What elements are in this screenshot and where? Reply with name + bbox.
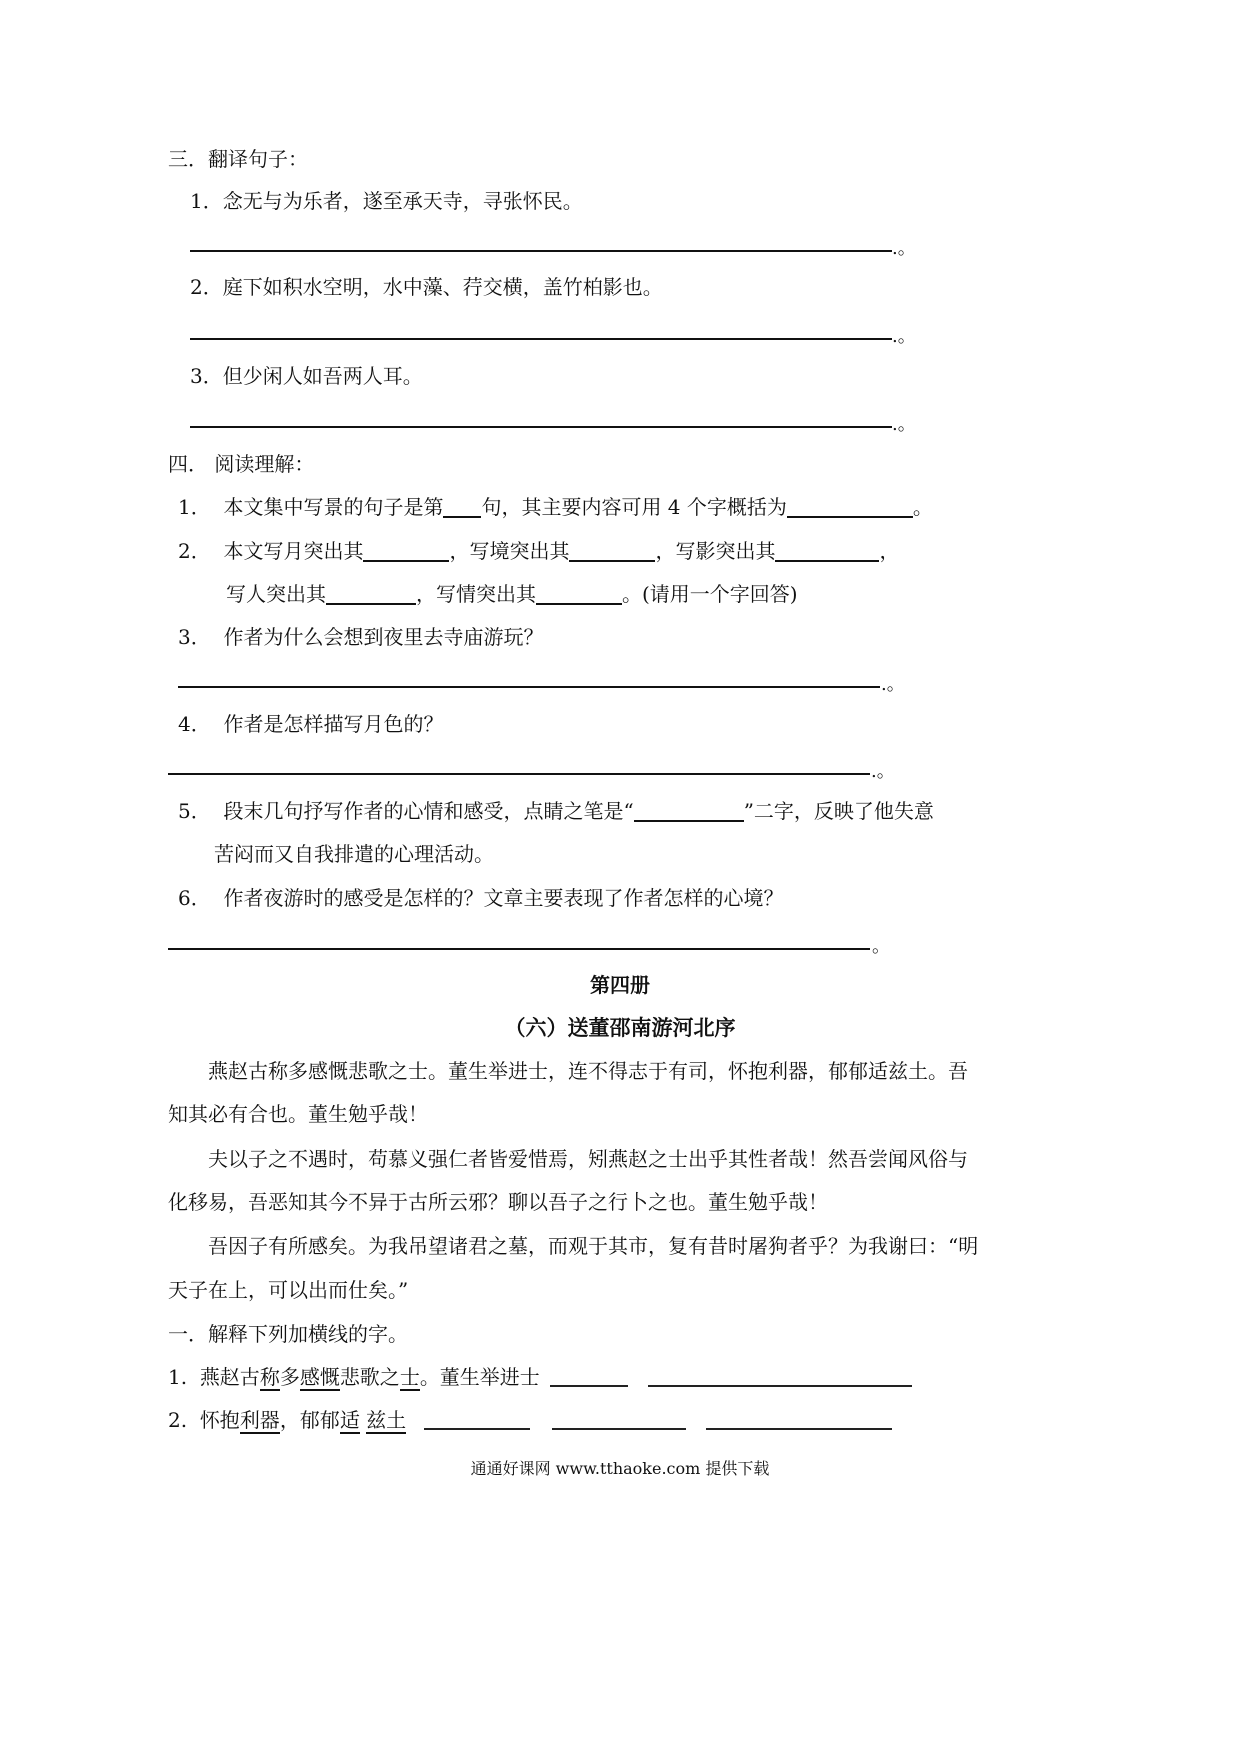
translate-item-1 <box>190 187 583 215</box>
passage-p3-line2: 天子在上，可以出而仕矣。” <box>168 1278 409 1302</box>
line-end: .。 <box>892 238 916 259</box>
question-text: 作者是怎样描写月色的？ <box>223 712 444 736</box>
passage-p1-line2: 知其必有合也。董生勉乎哉！ <box>168 1102 428 1126</box>
answer-line[interactable] <box>178 686 880 688</box>
fill-blank[interactable] <box>775 540 879 562</box>
article-title: （六）送董邵南游河北序 <box>504 1015 736 1040</box>
question-number: 1． <box>178 495 211 519</box>
section3-heading: 三．翻译句子： <box>168 147 308 171</box>
question-5-line2: 苦闷而又自我排遣的心理活动。 <box>214 842 494 866</box>
question-1 <box>178 493 933 521</box>
question-text: ， <box>879 539 900 563</box>
question-number: 3． <box>178 625 211 649</box>
book-title: 第四册 <box>590 973 650 997</box>
exercise-heading: 一．解释下列加横线的字。 <box>168 1322 408 1346</box>
passage-p1-line1: 燕赵古称多感慨悲歌之士。董生举进士，连不得志于有司，怀抱利器，郁郁适兹土。吾 <box>208 1059 968 1083</box>
answer-blank[interactable] <box>550 1385 628 1387</box>
question-text: ”二字，反映了他失意 <box>743 799 934 823</box>
item-text: 庭下如积水空明，水中藻、荇交横，盖竹柏影也。 <box>222 275 663 299</box>
question-text: 本文集中写景的句子是第 <box>223 495 444 519</box>
passage-p3-line1: 吾因子有所感矣。为我吊望诸君之墓，而观于其市，复有昔时屠狗者乎？为我谢曰：“明 <box>208 1234 979 1258</box>
question-6 <box>178 884 783 912</box>
translate-item-2 <box>190 273 663 301</box>
question-number: 5． <box>178 799 211 823</box>
underlined-word: 适 <box>339 1408 360 1432</box>
item-text: 但少闲人如吾两人耳。 <box>222 364 423 388</box>
question-text: 。 <box>912 495 933 519</box>
fill-blank[interactable] <box>326 583 416 605</box>
question-text: 写人突出其 <box>226 582 326 606</box>
line-end: .。 <box>892 326 916 347</box>
answer-blank[interactable] <box>552 1428 686 1430</box>
answer-line[interactable] <box>168 948 870 950</box>
line-end: 。 <box>872 936 890 957</box>
item-number: 1． <box>190 189 223 213</box>
answer-line[interactable] <box>168 773 870 775</box>
question-text: 作者夜游时的感受是怎样的？文章主要表现了作者怎样的心境？ <box>223 886 784 910</box>
underlined-word: 感慨 <box>299 1365 340 1389</box>
item-number: 3． <box>190 364 223 388</box>
translate-item-3 <box>190 362 423 390</box>
question-text: ，写境突出其 <box>449 539 570 563</box>
text-segment: 悲歌之 <box>339 1365 400 1389</box>
question-3 <box>178 623 543 651</box>
question-text: 。(请用一个字回答) <box>622 582 798 606</box>
text-segment: ，郁郁 <box>279 1408 340 1432</box>
text-segment: 。董生举进士 <box>419 1365 540 1389</box>
answer-line[interactable] <box>190 426 892 428</box>
line-end: .。 <box>881 674 905 695</box>
item-text: 念无与为乐者，遂至承天寺，寻张怀民。 <box>222 189 583 213</box>
question-5 <box>178 797 934 825</box>
item-number: 2. <box>168 1408 188 1432</box>
question-text: ，写影突出其 <box>655 539 776 563</box>
question-text: 句，其主要内容可用 4 个字概括为 <box>481 495 787 519</box>
text-segment: 燕赵古 <box>199 1365 260 1389</box>
question-2 <box>178 537 899 565</box>
question-text: ，写情突出其 <box>416 582 536 606</box>
question-2-line2 <box>226 580 798 608</box>
fill-blank[interactable] <box>634 800 744 822</box>
question-number: 4． <box>178 712 211 736</box>
underlined-word: 兹土 <box>366 1408 407 1432</box>
underlined-word: 士 <box>399 1365 420 1389</box>
question-text: 作者为什么会想到夜里去寺庙游玩？ <box>223 625 544 649</box>
item-number: 2． <box>190 275 223 299</box>
answer-line[interactable] <box>190 338 892 340</box>
exercise-item-1 <box>168 1363 540 1391</box>
underlined-word: 称 <box>259 1365 280 1389</box>
line-end: .。 <box>892 414 916 435</box>
passage-p2-line2: 化移易，吾恶知其今不异于古所云邪？聊以吾子之行卜之也。董生勉乎哉！ <box>168 1190 828 1214</box>
fill-blank[interactable] <box>536 583 622 605</box>
answer-blank[interactable] <box>424 1428 530 1430</box>
fill-blank[interactable] <box>787 496 913 518</box>
item-number: 1. <box>168 1365 188 1389</box>
passage-p2-line1: 夫以子之不遇时，苟慕义强仁者皆爱惜焉，矧燕赵之士出乎其性者哉！然吾尝闻风俗与 <box>208 1147 968 1171</box>
section4-heading: 四． 阅读理解： <box>168 452 315 476</box>
footer-credit: 通通好课网 www.tthaoke.com 提供下载 <box>470 1459 770 1478</box>
fill-blank[interactable] <box>443 496 481 518</box>
exercise-item-2 <box>168 1406 406 1434</box>
underlined-word: 利器 <box>239 1408 280 1432</box>
question-number: 2． <box>178 539 211 563</box>
question-number: 6． <box>178 886 211 910</box>
answer-blank[interactable] <box>648 1385 912 1387</box>
question-text: 段末几句抒写作者的心情和感受，点睛之笔是“ <box>223 799 634 823</box>
fill-blank[interactable] <box>569 540 655 562</box>
line-end: .。 <box>871 761 895 782</box>
fill-blank[interactable] <box>363 540 449 562</box>
question-text: 本文写月突出其 <box>223 539 364 563</box>
text-segment: 怀抱 <box>199 1408 240 1432</box>
text-segment: 多 <box>279 1365 300 1389</box>
question-4 <box>178 710 443 738</box>
answer-line[interactable] <box>190 250 892 252</box>
answer-blank[interactable] <box>706 1428 892 1430</box>
